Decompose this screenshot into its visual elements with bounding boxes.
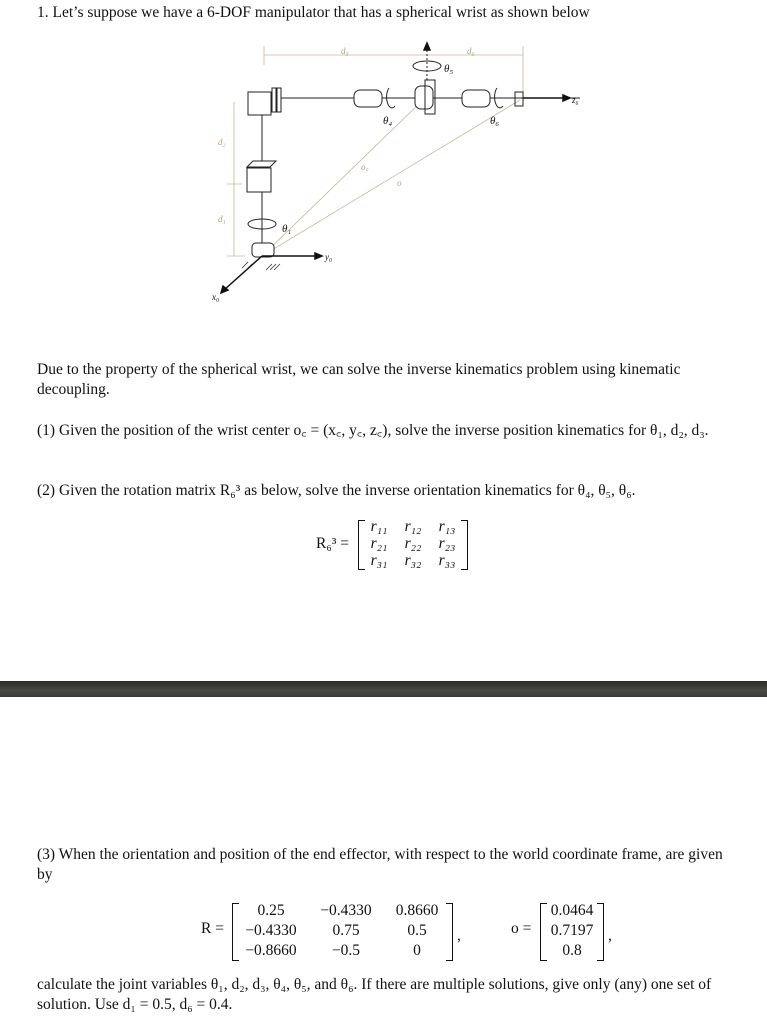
matrix-cell: 0: [413, 942, 421, 959]
matrix-cell: −0.8660: [245, 942, 297, 959]
revolute-joint-6: [462, 90, 490, 107]
part-1-text: (1) Given the position of the wrist center o꜀ = (x꜀, y꜀, z꜀), solve the inverse position kinematics for θ₁, d₂, d₃.: [37, 422, 709, 439]
vector-cell: 0.8: [562, 942, 582, 959]
o-label: o =: [511, 920, 532, 937]
R-label: R =: [201, 920, 224, 937]
matrix-cell: r₃₂: [404, 552, 422, 569]
label-d1: d₁: [218, 214, 226, 224]
page-separator-bar: [0, 681, 767, 697]
manipulator-diagram: [0, 0, 767, 320]
label-z6: z₆: [572, 95, 579, 105]
matrix-cell: −0.4330: [245, 922, 297, 939]
part-3-text: (3) When the orientation and position of the end effector, with respect to the world coordinate frame, are given by: [37, 846, 723, 883]
matrix-cell: 0.8660: [395, 902, 439, 919]
revolute-joint-4: [354, 90, 382, 107]
decoupling-paragraph: Due to the property of the spherical wrist, we can solve the inverse kinematics problem using kinematic decoupling.: [37, 361, 681, 398]
matrix-cell: 0.25: [257, 902, 285, 919]
label-theta5: θ₅: [444, 63, 454, 75]
part-2-text: (2) Given the rotation matrix R₆³ as below, solve the inverse orientation kinematics for θ₄, θ₅, θ₆.: [37, 482, 636, 499]
vector-cell: 0.0464: [550, 902, 594, 919]
R-matrix: [236, 901, 448, 961]
matrix-cell: r₁₃: [438, 518, 456, 535]
matrix-cell: 0.75: [332, 922, 360, 939]
matrix-cell: r₂₃: [438, 535, 456, 552]
o-vector-values: [544, 901, 600, 961]
label-d6: d₆: [467, 46, 475, 56]
comma: ,: [608, 927, 612, 944]
r63-label: R₆³ =: [316, 535, 350, 552]
matrix-cell: r₃₁: [370, 552, 388, 569]
matrix-cell: r₁₁: [370, 518, 388, 535]
matrix-cell: 0.5: [407, 922, 427, 939]
question-1-text: 1. Let’s suppose we have a 6-DOF manipulator that has a spherical wrist as shown below: [37, 4, 590, 21]
label-y0: y₀: [325, 252, 333, 262]
label-oc: o꜀: [361, 162, 369, 172]
r63-matrix: [362, 518, 464, 569]
label-theta6: θ₆: [490, 115, 500, 127]
end-effector: [515, 92, 523, 106]
matrix-cell: r₃₃: [438, 552, 456, 569]
prismatic-joint-d2: [247, 168, 271, 192]
label-x0: x₀: [212, 292, 220, 302]
revolute-joint-1: [252, 243, 274, 257]
matrix-cell: r₂₁: [370, 535, 388, 552]
final-instructions: calculate the joint variables θ₁, d₂, d₃, θ₄, θ₅, and θ₆. If there are multiple solutions, give only (any) one set of solution. Use d₁ = 0.5, d₆ = 0.4.: [37, 976, 712, 1013]
matrix-cell: r₁₂: [404, 518, 422, 535]
label-d2: d₂: [218, 137, 226, 147]
matrix-cell: −0.5: [331, 942, 361, 959]
matrix-cell: −0.4330: [320, 902, 372, 919]
label-d3: d₃: [341, 46, 349, 56]
label-theta4: θ₄: [383, 115, 393, 127]
label-theta1: θ₁: [282, 223, 292, 235]
vector-cell: 0.7197: [550, 922, 594, 939]
matrix-cell: r₂₂: [404, 535, 422, 552]
label-o: o: [397, 178, 402, 188]
comma: ,: [457, 927, 461, 944]
prismatic-joint-d3: [248, 92, 271, 115]
revolute-joint-5: [415, 86, 433, 109]
